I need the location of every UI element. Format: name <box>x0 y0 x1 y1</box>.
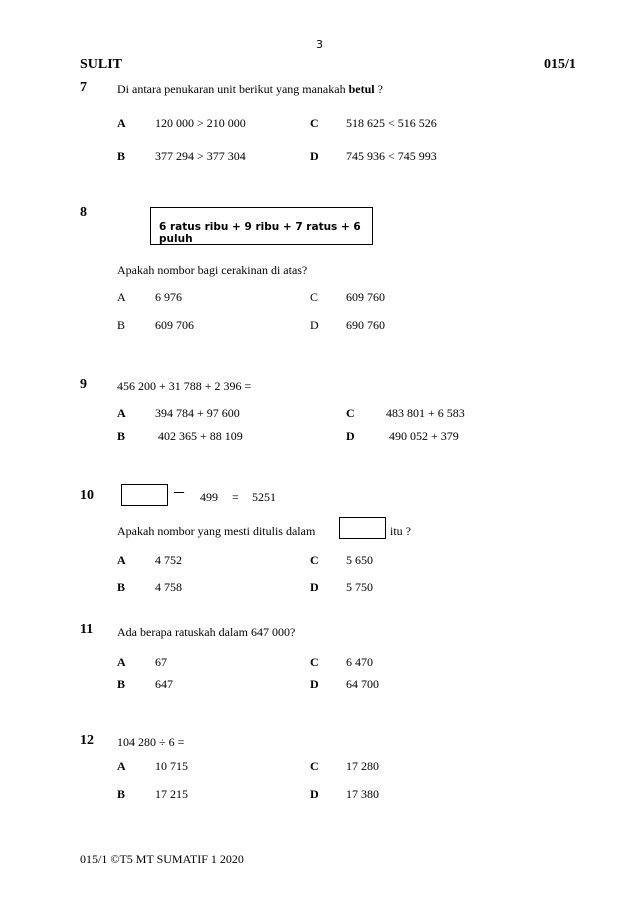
q11-option-a-letter: A <box>117 655 126 669</box>
question-12-stem: 104 280 ÷ 6 = <box>117 735 185 749</box>
q9-option-c-text: 483 801 + 6 583 <box>386 406 465 420</box>
q11-option-c-letter: C <box>310 655 319 669</box>
q11-option-c-text: 6 470 <box>346 655 373 669</box>
q12-option-d-text: 17 380 <box>346 787 379 801</box>
q8-option-d-letter: D <box>310 318 319 332</box>
q10-option-d-letter: D <box>310 580 319 594</box>
q7-option-c-text: 518 625 < 516 526 <box>346 116 437 130</box>
question-8-stem: Apakah nombor bagi cerakinan di atas? <box>117 263 308 277</box>
question-10-number: 10 <box>80 488 94 503</box>
q10-option-c-text: 5 650 <box>346 553 373 567</box>
q8-option-b-letter: B <box>117 318 126 332</box>
page-footer: 015/1 ©T5 MT SUMATIF 1 2020 <box>80 852 244 866</box>
q12-option-b-letter: B <box>117 787 126 801</box>
q7-option-a-letter: A <box>117 116 126 130</box>
q7-option-b-text: 377 294 > 377 304 <box>155 149 246 163</box>
q8-option-d-text: 690 760 <box>346 318 385 332</box>
q9-option-d-text: 490 052 + 379 <box>389 429 459 443</box>
q9-option-c-letter: C <box>346 406 355 420</box>
question-7-stem <box>117 82 383 97</box>
q10-option-a-text: 4 752 <box>155 553 182 567</box>
question-7-stem-bold: betul <box>348 82 375 96</box>
q8-option-a-text: 6 976 <box>155 290 182 304</box>
page-number: 3 <box>316 38 323 51</box>
question-11-number: 11 <box>80 622 94 637</box>
answer-blank-box-inline <box>339 517 386 539</box>
question-10-operand: 499 <box>200 490 218 504</box>
q9-option-d-letter: D <box>346 429 355 443</box>
question-7-stem-text: Di antara penukaran unit berikut yang manakah <box>117 82 349 96</box>
question-11-stem: Ada berapa ratuskah dalam 647 000? <box>117 625 296 639</box>
question-10-equals: = <box>232 490 239 504</box>
header-code: 015/1 <box>544 57 576 72</box>
question-9-number: 9 <box>80 377 87 392</box>
q11-option-b-letter: B <box>117 677 126 691</box>
q8-option-c-letter: C <box>310 290 319 304</box>
q7-option-d-letter: D <box>310 149 319 163</box>
q9-option-a-text: 394 784 + 97 600 <box>155 406 240 420</box>
q12-option-c-letter: C <box>310 759 319 773</box>
q8-option-b-text: 609 706 <box>155 318 194 332</box>
q11-option-d-text: 64 700 <box>346 677 379 691</box>
q12-option-c-text: 17 280 <box>346 759 379 773</box>
q10-option-a-letter: A <box>117 553 126 567</box>
question-7-stem-end: ? <box>374 82 383 96</box>
question-8-expression: 6 ratus ribu + 9 ribu + 7 ratus + 6 puluh <box>159 221 361 245</box>
question-10-stem: Apakah nombor yang mesti ditulis dalam <box>117 524 316 538</box>
q7-option-b-letter: B <box>117 149 126 163</box>
question-7-number: 7 <box>80 80 87 95</box>
q11-option-b-text: 647 <box>155 677 173 691</box>
question-8-number: 8 <box>80 205 87 220</box>
q10-option-b-text: 4 758 <box>155 580 182 594</box>
q7-option-c-letter: C <box>310 116 319 130</box>
q10-option-c-letter: C <box>310 553 319 567</box>
q7-option-d-text: 745 936 < 745 993 <box>346 149 437 163</box>
q12-option-d-letter: D <box>310 787 319 801</box>
q7-option-a-text: 120 000 > 210 000 <box>155 116 246 130</box>
q8-option-a-letter: A <box>117 290 126 304</box>
question-10-result: 5251 <box>252 490 276 504</box>
q10-option-b-letter: B <box>117 580 126 594</box>
question-9-stem: 456 200 + 31 788 + 2 396 = <box>117 379 252 393</box>
q9-option-b-letter: B <box>117 429 126 443</box>
q12-option-a-letter: A <box>117 759 126 773</box>
q12-option-b-text: 17 215 <box>155 787 188 801</box>
header-sulit: SULIT <box>80 57 123 72</box>
answer-blank-box <box>121 484 168 506</box>
q11-option-d-letter: D <box>310 677 319 691</box>
question-8-expression-box <box>150 207 373 245</box>
question-12-number: 12 <box>80 733 94 748</box>
q12-option-a-text: 10 715 <box>155 759 188 773</box>
q11-option-a-text: 67 <box>155 655 167 669</box>
q10-option-d-text: 5 750 <box>346 580 373 594</box>
q9-option-b-text: 402 365 + 88 109 <box>158 429 243 443</box>
minus-sign: – <box>174 480 184 502</box>
q9-option-a-letter: A <box>117 406 126 420</box>
q8-option-c-text: 609 760 <box>346 290 385 304</box>
question-10-stem-end: itu ? <box>390 524 411 538</box>
